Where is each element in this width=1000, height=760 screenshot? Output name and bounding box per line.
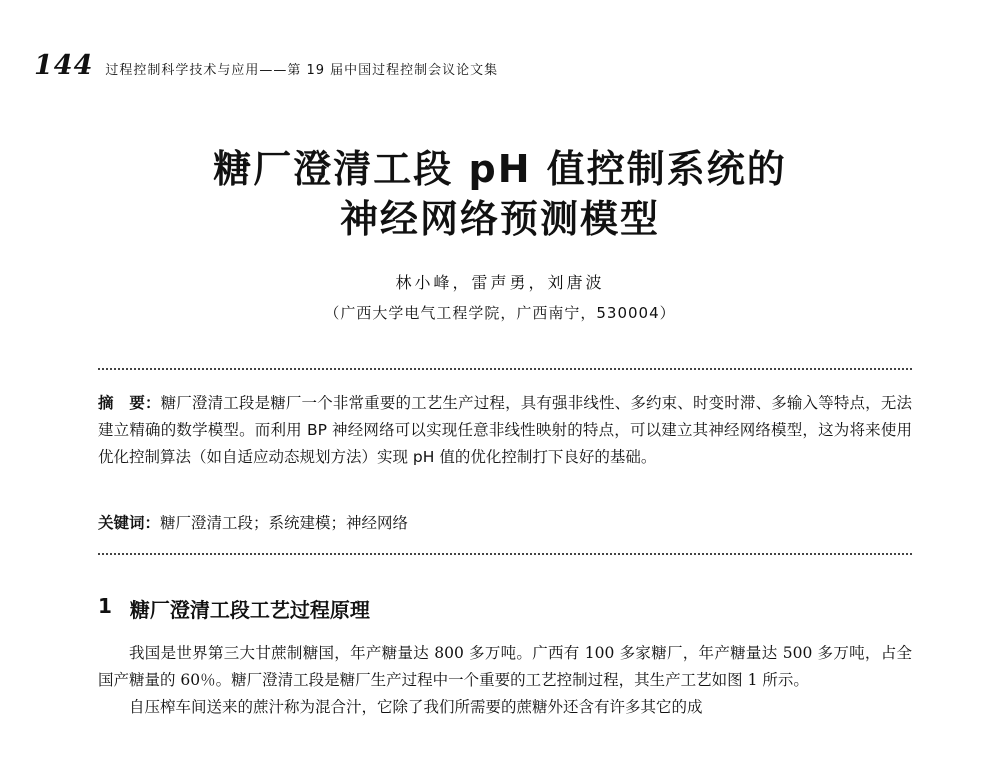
section-heading — [98, 594, 370, 623]
dotted-divider-top — [98, 368, 912, 370]
paragraph: 自压榨车间送来的蔗汁称为混合汁，它除了我们所需要的蔗糖外还含有许多其它的成 — [129, 698, 703, 716]
abstract-block — [98, 390, 912, 471]
keywords-label: 关键词： — [98, 514, 161, 532]
affiliation: （广西大学电气工程学院，广西南宁，530004） — [324, 304, 676, 322]
dotted-divider-bottom — [98, 553, 912, 555]
body-text — [98, 640, 912, 721]
paper-title-line-2: 神经网络预测模型 — [339, 197, 660, 241]
abstract-label: 摘 要： — [98, 394, 161, 412]
page-number: 144 — [34, 50, 94, 81]
author-list: 林小峰，雷声勇，刘唐波 — [395, 273, 605, 292]
keywords-text: 糖厂澄清工段；系统建模；神经网络 — [160, 514, 409, 532]
keywords-block — [98, 510, 912, 537]
paper-title-line-1: 糖厂澄清工段 pH 值控制系统的 — [213, 147, 787, 191]
abstract-text: 糖厂澄清工段是糖厂一个非常重要的工艺生产过程，具有强非线性、多约束、时变时滞、多输入等特点，无法建立精确的数学模型。而利用 BP 神经网络可以实现任意非线性映射的特点，可以建立其神经网络模型，这为将来使用优化控制算法（如自适应动态规划方法）实现 pH 值的优化控制打下良好的基础。 — [98, 394, 912, 466]
section-number: 1 — [98, 594, 112, 618]
paragraph: 我国是世界第三大甘蔗制糖国，年产糖量达 800 多万吨。广西有 100 多家糖厂，年产糖量达 500 多万吨，占全国产糖量的 60％。糖厂澄清工段是糖厂生产过程中一个重要的工艺控制过程，其生产工艺如图 1 所示。 — [98, 644, 912, 689]
journal-name: 过程控制科学技术与应用——第 19 届中国过程控制会议论文集 — [105, 63, 499, 78]
section-title: 糖厂澄清工段工艺过程原理 — [129, 598, 370, 622]
running-header — [34, 50, 498, 84]
